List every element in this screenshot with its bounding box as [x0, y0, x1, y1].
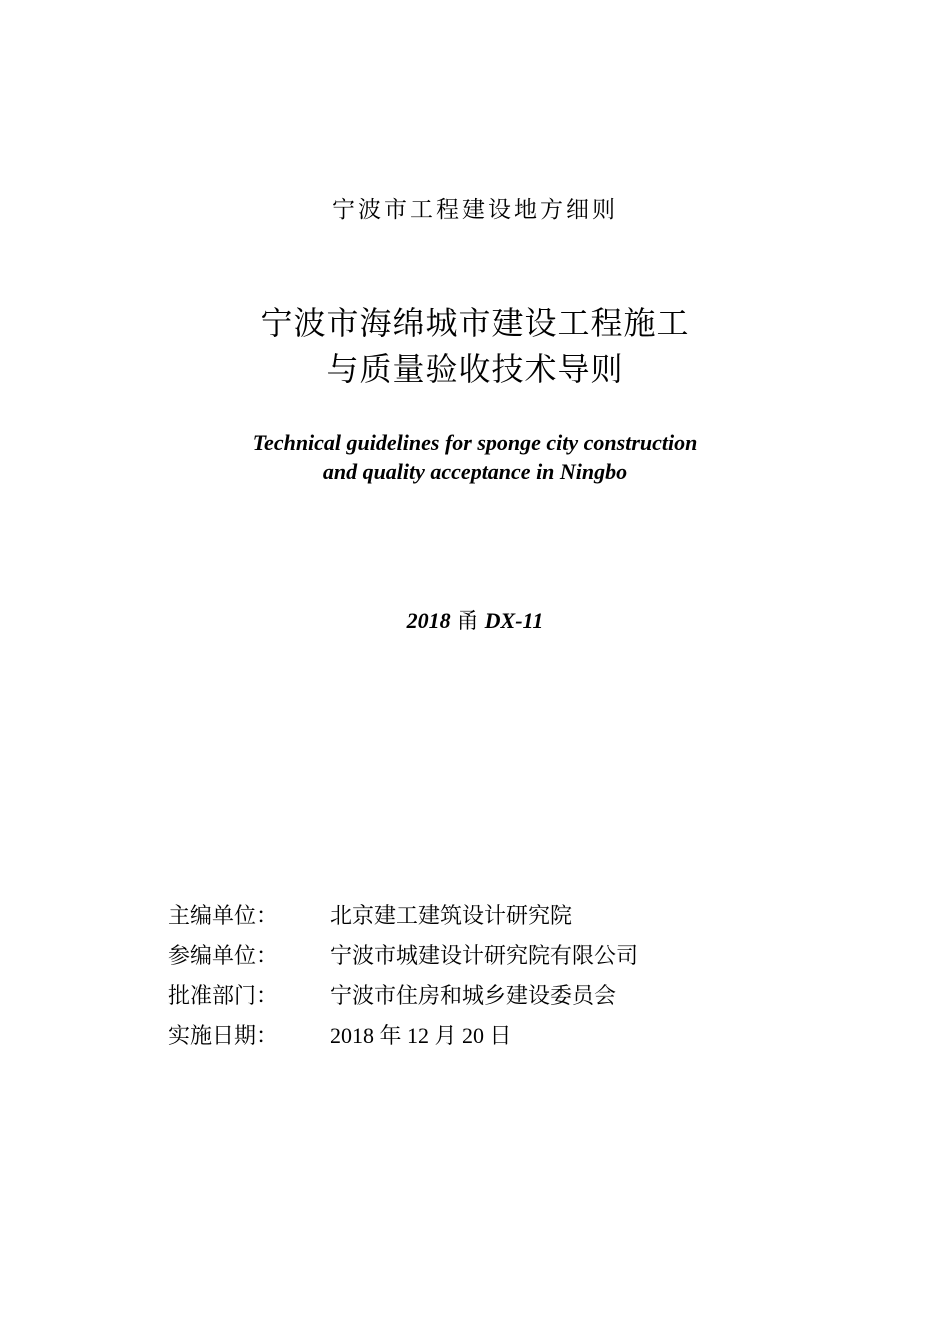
english-title-line-2: and quality acceptance in Ningbo	[322, 459, 628, 484]
info-value: 宁波市城建设计研究院有限公司	[330, 944, 639, 969]
info-value: 宁波市住房和城乡建设委员会	[330, 984, 617, 1009]
chinese-title-line-1: 宁波市海绵城市建设工程施工	[260, 304, 690, 342]
info-value: 北京建工建筑设计研究院	[330, 904, 573, 929]
english-title	[0, 428, 950, 486]
chinese-title-line-2: 与质量验收技术导则	[326, 350, 624, 388]
publication-info	[168, 896, 808, 1056]
series-title: 宁波市工程建设地方细则	[332, 197, 618, 223]
english-title-line-1: Technical guidelines for sponge city construction	[252, 430, 698, 455]
info-row-chief-editor	[168, 896, 808, 936]
document-code-year: 2018	[406, 608, 451, 633]
info-row-effective-date	[168, 1016, 808, 1056]
document-code	[0, 606, 950, 637]
info-row-participating-editor	[168, 936, 808, 976]
chinese-title	[0, 300, 950, 392]
info-label: 批准部门：	[168, 984, 279, 1009]
document-code-number: DX-11	[484, 608, 544, 633]
info-label: 实施日期：	[168, 1024, 279, 1049]
info-label: 主编单位：	[168, 904, 279, 929]
info-label: 参编单位：	[168, 944, 279, 969]
info-row-approving-department	[168, 976, 808, 1016]
info-value: 2018 年 12 月 20 日	[330, 1023, 512, 1048]
document-code-region: 甬	[456, 609, 479, 634]
